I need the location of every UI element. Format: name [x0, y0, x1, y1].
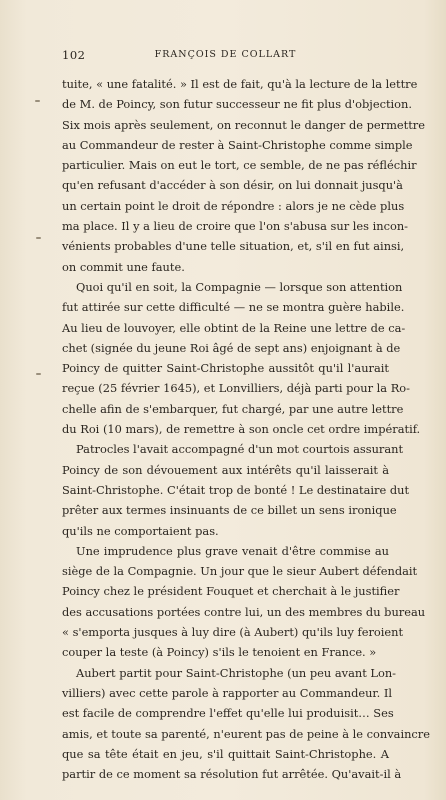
text-line: tuite, « une fatalité. » Il est de fait, qu'à la lecture de la lettre	[62, 77, 418, 91]
text-line: couper la teste (à Poincy) s'ils le tenoient en France. »	[62, 645, 377, 660]
text-line: fut attirée sur cette difficulté — ne se montra guère habile.	[62, 300, 405, 315]
text-line: qu'ils ne comportaient pas.	[62, 523, 219, 538]
text-line: siège de la Compagnie. Un jour que le sieur Aubert défendait	[62, 564, 418, 579]
text-line: que sa tête était en jeu, s'il quittait Saint-Christophe. A	[62, 746, 389, 761]
text-line: Six mois après seulement, on reconnut le danger de permettre	[62, 117, 425, 132]
text-line: Une imprudence plus grave venait d'être commise au	[76, 543, 389, 558]
text-line: prêter aux termes insinuants de ce billet un sens ironique	[62, 503, 397, 518]
text-line: Aubert partit pour Saint-Christophe (un peu avant Lon-	[76, 665, 397, 680]
text-line: Quoi qu'il en soit, la Compagnie — lorsque son attention	[76, 279, 403, 294]
text-line: un certain point le droit de répondre : alors je ne cède plus	[62, 198, 405, 213]
text-line: au Commandeur de rester à Saint-Christophe comme simple	[62, 137, 413, 152]
text-line: partir de ce moment sa résolution fut arrêtée. Qu'avait-il à	[62, 767, 402, 782]
text-line: Poincy chez le président Fouquet et cherchait à le justifier	[62, 584, 400, 599]
text-line: Poincy de son dévouement aux intérêts qu'il laisserait à	[62, 462, 389, 477]
text-line: du Roi (10 mars), de remettre à son oncle cet ordre impératif.	[62, 422, 421, 437]
text-line: vénients probables d'une telle situation, et, s'il en fut ainsi,	[62, 239, 405, 254]
page-header	[62, 48, 389, 64]
text-line: amis, et toute sa parenté, n'eurent pas de peine à le convaincre	[62, 726, 430, 741]
text-line: ma place. Il y a lieu de croire que l'on s'abusa sur les incon-	[62, 219, 409, 234]
text-line: Patrocles l'avait accompagné d'un mot courtois assurant	[76, 442, 404, 457]
text-line: Saint-Christophe. C'était trop de bonté ! Le destinataire dut	[62, 482, 410, 497]
text-line: villiers) avec cette parole à rapporter au Commandeur. Il	[62, 685, 393, 700]
text-line: qu'en refusant d'accéder à son désir, on lui donnait jusqu'à	[62, 178, 403, 193]
running-head: FRANÇOIS DE COLLART	[154, 49, 297, 60]
text-line: « s'emporta jusques à luy dire (à Aubert) qu'ils luy feroient	[62, 625, 404, 640]
text-line: reçue (25 février 1645), et Lonvilliers, déjà parti pour la Ro-	[62, 381, 410, 396]
margin-mark	[36, 237, 41, 239]
margin-mark	[35, 100, 40, 102]
text-line: de M. de Poincy, son futur successeur ne fit plus d'objection.	[62, 97, 412, 112]
text-line: chet (signée du jeune Roi âgé de sept ans) enjoignant à de	[62, 340, 401, 355]
text-line: Poincy de quitter Saint-Christophe aussitôt qu'il l'aurait	[62, 361, 389, 376]
text-line: des accusations portées contre lui, un des membres du bureau	[62, 604, 426, 619]
body-text	[62, 74, 430, 784]
page-number: 102	[62, 48, 86, 62]
margin-mark	[36, 373, 41, 375]
text-line: on commit une faute.	[62, 259, 185, 274]
text-line: est facile de comprendre l'effet qu'elle lui produisit… Ses	[62, 706, 394, 721]
text-line: particulier. Mais on eut le tort, ce semble, de ne pas réfléchir	[62, 158, 417, 173]
text-line: chelle afin de s'embarquer, fut chargé, par une autre lettre	[62, 401, 404, 416]
text-line: Au lieu de louvoyer, elle obtint de la Reine une lettre de ca-	[62, 320, 406, 335]
